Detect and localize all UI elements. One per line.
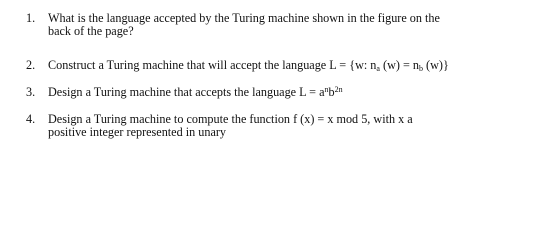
superscript-n: n	[324, 85, 329, 94]
text-segment: b	[328, 85, 335, 99]
text-segment: Construct a Turing machine that will accept the language L = {w: n	[48, 58, 377, 72]
question-line: Design a Turing machine to compute the function f (x) = x mod 5, with x a	[48, 112, 413, 126]
question-number: 2.	[26, 58, 36, 72]
question-text	[48, 12, 518, 38]
question-number: 3.	[26, 85, 36, 99]
question-line	[48, 59, 518, 72]
subscript-b: b	[419, 64, 423, 73]
question-line: positive integer represented in unary	[48, 125, 227, 139]
question-line	[48, 86, 518, 99]
subscript-a: a	[376, 64, 380, 73]
question-text	[48, 86, 518, 99]
text-segment: (w)}	[423, 58, 449, 72]
question-text	[48, 113, 518, 139]
question-number: 4.	[26, 112, 36, 126]
question-text	[48, 59, 518, 72]
superscript-2n: 2n	[334, 85, 343, 94]
text-segment: Design a Turing machine that accepts the language L = a	[48, 85, 325, 99]
question-number: 1.	[26, 11, 36, 25]
question-line: back of the page?	[48, 24, 134, 38]
question-line: What is the language accepted by the Turing machine shown in the figure on the	[48, 11, 440, 25]
text-segment: (w) = n	[379, 58, 419, 72]
